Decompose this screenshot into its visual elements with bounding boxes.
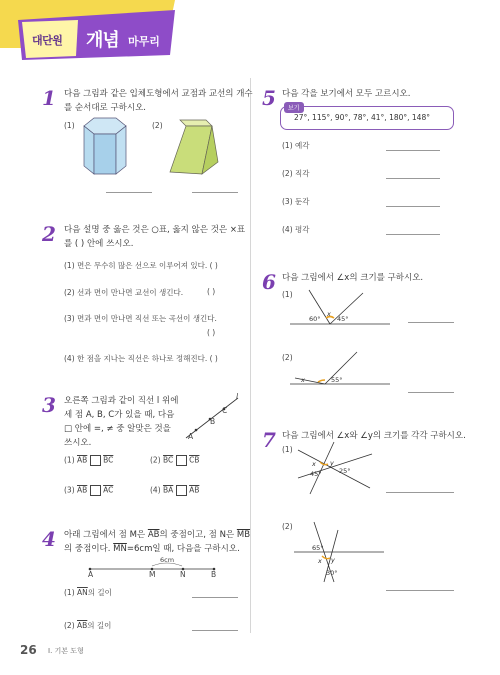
- angle-label: 55°: [331, 376, 343, 384]
- statement-item: (4) 한 점을 지나는 직선은 하나로 정해진다. ( ): [64, 354, 218, 363]
- answer-blank[interactable]: [192, 192, 238, 193]
- answer-blank[interactable]: [386, 492, 454, 493]
- line-label: l: [236, 392, 239, 401]
- point-label: N: [180, 570, 186, 579]
- answer-blank[interactable]: [408, 322, 454, 323]
- sub-label: (1): [64, 121, 75, 130]
- sub-label: (2): [152, 121, 163, 130]
- sub-question: (1) 예각: [282, 141, 310, 150]
- sub-label: (2): [282, 522, 293, 531]
- angle-label: 30°: [326, 569, 338, 577]
- relation-item: (3) $\overline{AB}$ $\overline{AC}$: [64, 485, 114, 495]
- angle-label: x: [312, 460, 316, 468]
- question-text: 다음 각을 보기에서 모두 고르시오.: [282, 89, 411, 99]
- question-text: 다음 그림과 같은 입체도형에서 교점과 교선의 개수: [64, 89, 253, 99]
- question-text: 다음 그림에서 ∠x와 ∠y의 크기를 각각 구하시오.: [282, 431, 466, 441]
- answer-blank[interactable]: [408, 392, 454, 393]
- sub-question: (1) $\overline{AN}$의 길이: [64, 588, 112, 597]
- question-number: 5: [262, 86, 276, 110]
- page-number: 26: [20, 643, 37, 657]
- point-label: A: [88, 570, 94, 579]
- angle-label: 60°: [309, 315, 321, 323]
- header-banner: [0, 0, 500, 70]
- angle-label: y: [330, 459, 334, 467]
- angle-label: y: [331, 556, 335, 564]
- frustum-figure: [162, 112, 224, 182]
- point-label: M: [149, 570, 156, 579]
- question-text: 세 점 A, B, C가 있을 때, 다음: [64, 410, 175, 420]
- sub-label: (1): [282, 445, 293, 454]
- intersect-figure-1: [290, 440, 380, 495]
- point-label: B: [210, 417, 216, 426]
- answer-blank[interactable]: [106, 192, 152, 193]
- question-text: 쓰시오.: [64, 438, 92, 448]
- answer-blank[interactable]: [386, 178, 440, 179]
- answer-blank[interactable]: [192, 597, 238, 598]
- question-text: 를 ( ) 안에 쓰시오.: [64, 239, 134, 249]
- banner-title: 개념: [86, 30, 119, 51]
- relation-item: (2) $\overline{BC}$ $\overline{CB}$: [150, 455, 200, 465]
- sub-question: (2) 직각: [282, 169, 310, 178]
- angle-label: x: [327, 310, 331, 318]
- answer-box[interactable]: [176, 485, 187, 496]
- sub-label: (1): [282, 290, 293, 299]
- angle-label: 45°: [337, 315, 349, 323]
- hexagonal-prism-figure: [74, 112, 134, 182]
- angle-label: x: [301, 376, 305, 384]
- answer-blank[interactable]: [192, 630, 238, 631]
- question-number: 4: [42, 527, 56, 551]
- angle-label: 25°: [339, 467, 351, 475]
- relation-item: (4) $\overline{BA}$ $\overline{AB}$: [150, 485, 200, 495]
- answer-paren[interactable]: ( ): [207, 287, 216, 296]
- point-label: A: [188, 432, 194, 441]
- sub-label: (2): [282, 353, 293, 362]
- answer-blank[interactable]: [386, 150, 440, 151]
- point-label: C: [222, 406, 228, 415]
- chapter-label: I. 기본 도형: [48, 647, 84, 655]
- statement-item: (1) 면은 무수히 많은 선으로 이루어져 있다. ( ): [64, 261, 218, 270]
- question-text: 를 순서대로 구하시오.: [64, 103, 147, 113]
- example-values: 27°, 115°, 90°, 78°, 41°, 180°, 148°: [294, 113, 430, 122]
- answer-paren[interactable]: ( ): [207, 328, 216, 337]
- question-text: 의 중점이다. $\overline{MN}=6cm$일 때, 다음을 구하시오.: [64, 544, 240, 554]
- answer-box[interactable]: [90, 455, 101, 466]
- question-text: 아래 그림에서 점 M은 $\overline{AB}$의 중점이고, 점 N은 $\overline{MB}$: [64, 530, 251, 540]
- point-label: B: [211, 570, 217, 579]
- relation-item: (1) $\overline{AB}$ $\overline{BC}$: [64, 455, 114, 465]
- question-text: 다음 그림에서 ∠x의 크기를 구하시오.: [282, 273, 424, 283]
- answer-blank[interactable]: [386, 206, 440, 207]
- angle-figure-2: [285, 350, 395, 390]
- sub-question: (3) 둔각: [282, 197, 310, 206]
- banner-subtitle: 마무리: [128, 35, 160, 48]
- answer-box[interactable]: [176, 455, 187, 466]
- answer-blank[interactable]: [386, 234, 440, 235]
- question-number: 3: [42, 393, 56, 417]
- banner-tag: 대단원: [32, 34, 63, 47]
- intersect-figure-2: [290, 520, 390, 585]
- question-number: 1: [42, 86, 56, 110]
- angle-label: 45°: [310, 470, 322, 478]
- angle-label: x: [318, 557, 322, 565]
- question-text: 오른쪽 그림과 같이 직선 l 위에: [64, 396, 179, 406]
- sub-question: (4) 평각: [282, 225, 310, 234]
- question-text: 다음 설명 중 옳은 것은 ○표, 옳지 않은 것은 ×표: [64, 225, 246, 235]
- question-number: 6: [262, 270, 276, 294]
- statement-item: (3) 면과 면이 만나면 직선 또는 곡선이 생긴다.: [64, 314, 217, 323]
- question-number: 2: [42, 222, 56, 246]
- length-label: 6cm: [160, 556, 175, 564]
- statement-item: (2) 선과 면이 만나면 교선이 생긴다.: [64, 288, 184, 297]
- answer-box[interactable]: [90, 485, 101, 496]
- sub-question: (2) $\overline{AB}$의 길이: [64, 621, 112, 630]
- answer-blank[interactable]: [386, 590, 454, 591]
- question-number: 7: [262, 428, 276, 452]
- example-tag: 보기: [284, 102, 304, 113]
- angle-label: 65°: [312, 544, 324, 552]
- angle-figure-1: [285, 285, 395, 330]
- question-text: □ 안에 =, ≠ 중 알맞은 것을: [64, 424, 171, 434]
- column-divider: [250, 78, 251, 633]
